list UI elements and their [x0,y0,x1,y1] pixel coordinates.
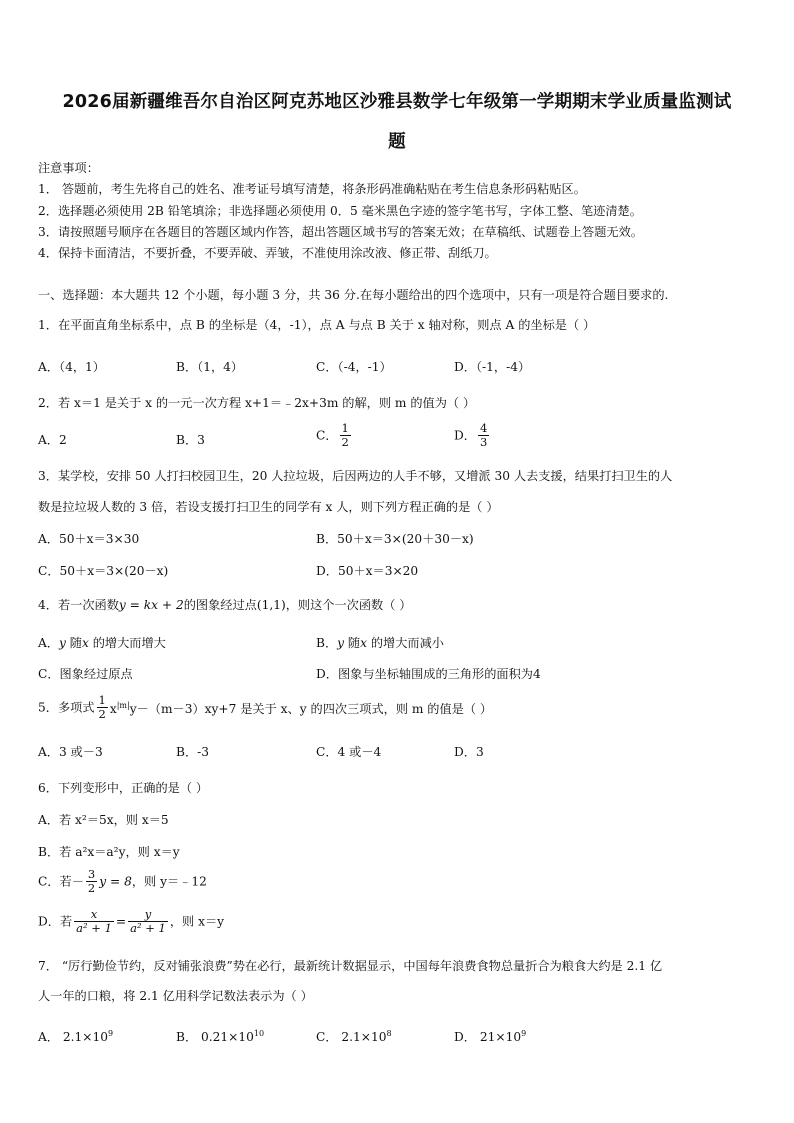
fraction-numerator: y [128,908,168,922]
fraction-denominator: 2 [341,435,349,449]
option-label: A． [38,636,59,650]
q4-option-a [38,635,166,651]
variable: y [59,636,66,650]
q2-option-c-fraction [340,422,351,449]
q6-option-b: B．若 a²x＝a²y，则 x＝y [38,845,180,859]
fraction-denominator: 2 [98,707,106,721]
q6-equation: y = 8 [99,874,132,889]
q3-option-b: B．50＋x＝3×(20＋30－x) [316,532,474,546]
option-label: C． [316,1030,338,1044]
option-text: C．若－ [38,874,84,889]
fraction-numerator: 4 [479,421,488,435]
exponent: 10 [253,1029,265,1038]
option-text: 2.1×10 [62,1030,108,1044]
option-text: ，则 x＝y [169,914,225,929]
q3-option-a: A．50＋x＝3×30 [38,532,140,546]
q3-option-d: D．50＋x＝3×20 [316,564,419,578]
question-1-stem: 1．在平面直角坐标系中，点 B 的坐标是（4，-1），点 A 与点 B 关于 x 轴对称，则点 A 的坐标是（ ） [38,318,596,332]
q4-stem-text: 的图象经过点 [183,598,257,612]
question-2-stem: 2．若 x＝1 是关于 x 的一元一次方程 x+1＝﹣2x+3m 的解，则 m 的值为（ ） [38,396,476,410]
note-item: 2．选择题必须使用 2B 铅笔填涂；非选择题必须使用 0．5 毫米黑色字迹的签字笔书写，字体工整、笔迹清楚。 [38,204,642,218]
exponent: 9 [107,1029,114,1038]
option-text: 2.1×10 [341,1030,387,1044]
q2-option-c-label: C． [316,428,338,443]
q2-option-c [316,422,353,449]
q5-option-a: A．3 或－3 [38,745,103,759]
option-text: 随 [347,636,361,650]
q7-option-b [176,1026,264,1045]
option-text: 的增大而增大 [92,636,166,650]
q5-option-d: D．3 [454,745,484,759]
q7-option-c [316,1026,392,1045]
question-7-stem: 7． “厉行勤俭节约，反对铺张浪费”势在必行，最新统计数据显示，中国每年浪费食物总量折合为粮食大约是 2.1 亿 [38,959,663,973]
note-item: 1． 答题前，考生先将自己的姓名、准考证号填写清楚，将条形码准确粘贴在考生信息条形码粘贴区。 [38,182,586,196]
fraction-numerator: x [74,908,114,922]
q4-stem-text: 4．若一次函数 [38,598,119,612]
option-label: B． [316,636,338,650]
q4-option-c: C．图象经过原点 [38,667,133,681]
q6-option-c-fraction [86,868,97,895]
fraction-numerator: 1 [98,693,106,707]
q4-point: (1,1) [256,598,286,612]
option-label: A． [38,1030,59,1044]
question-3-stem: 3．某学校，安排 50 人打扫校园卫生，20 人拉垃圾，后因两边的人手不够，又增派 30 人去支援，结果打扫卫生的人 [38,469,673,483]
option-text: 的增大而减小 [370,636,444,650]
page-title: 2026届新疆维吾尔自治区阿克苏地区沙雅县数学七年级第一学期期末学业质量监测试 [62,92,732,112]
q5-fraction [97,694,108,721]
question-3-stem-continued: 数是拉垃圾人数的 3 倍，若设支援打扫卫生的同学有 x 人，则下列方程正确的是（ ） [38,500,499,514]
q5-variable: x [109,702,117,716]
variable: x [360,636,367,650]
option-text: ，则 y＝﹣12 [131,874,207,889]
q1-option-c: C．（-4，-1） [316,360,392,374]
q2-option-d-label: D． [454,428,476,443]
q2-option-d-fraction [478,422,489,449]
option-text: 随 [69,636,82,650]
option-text: 21×10 [479,1030,522,1044]
equals-sign: = [115,914,127,929]
q2-option-a: A．2 [38,433,67,447]
fraction-numerator: 1 [341,421,349,435]
option-label: D． [454,1030,476,1044]
fraction-denominator: a² + 1 [130,921,166,935]
exponent: 9 [521,1029,527,1038]
q3-option-c: C．50＋x＝3×(20－x) [38,564,169,578]
q2-option-d [454,422,491,449]
q7-option-a [38,1026,113,1045]
option-text: 0.21×10 [201,1030,254,1044]
q5-option-c: C．4 或－4 [316,745,382,759]
q6-option-d [38,908,224,935]
q1-option-a: A．（4，1） [38,360,105,374]
q1-option-d: D．（-1，-4） [454,360,531,374]
note-item: 4．保持卡面清洁，不要折叠，不要弄破、弄皱，不准使用涂改液、修正带、刮纸刀。 [38,246,497,260]
q5-option-b: B．-3 [176,745,210,759]
q4-stem-text: ，则这个一次函数（ ） [285,598,412,612]
question-7-stem-continued: 人一年的口粮，将 2.1 亿用科学记数法表示为（ ） [38,989,313,1003]
q5-stem-text: y－（m－3）xy+7 是关于 x、y 的四次三项式，则 m 的值是（ ） [129,702,493,716]
q6-option-d-fraction-left [74,908,114,935]
q4-function: y = kx + 2 [118,598,184,612]
variable: y [337,636,345,650]
question-4-stem [38,597,412,613]
q1-option-b: B．（1，4） [176,360,244,374]
q2-option-b: B．3 [176,433,205,447]
question-5-stem [38,694,492,721]
q7-option-d [454,1026,526,1045]
variable: x [81,636,89,650]
q5-exponent: |m| [116,701,130,710]
section-heading: 一、选择题：本大题共 12 个小题，每小题 3 分，共 36 分.在每小题给出的四个选项中，只有一项是符合题目要求的. [38,288,669,302]
q6-option-a: A．若 x²＝5x，则 x＝5 [38,813,169,827]
exponent: 8 [386,1029,392,1038]
q5-stem-text: 5．多项式 [38,700,95,715]
option-label: B． [176,1030,198,1044]
fraction-denominator: 2 [87,881,96,895]
notes-header: 注意事项： [38,161,99,175]
question-6-stem: 6．下列变形中，正确的是（ ） [38,781,209,795]
fraction-numerator: 3 [87,867,96,881]
q4-option-b [316,635,444,651]
note-item: 3．请按照题号顺序在各题目的答题区域内作答，超出答题区域书写的答案无效；在草稿纸、试题卷上答题无效。 [38,225,643,239]
option-text: D．若 [38,914,73,929]
fraction-denominator: 3 [479,435,488,449]
q4-option-d: D．图象与坐标轴围成的三角形的面积为4 [316,667,541,681]
page-title-continued: 题 [388,132,406,152]
q6-option-d-fraction-right [128,908,168,935]
fraction-denominator: a² + 1 [76,921,112,935]
q6-option-c [38,868,207,895]
